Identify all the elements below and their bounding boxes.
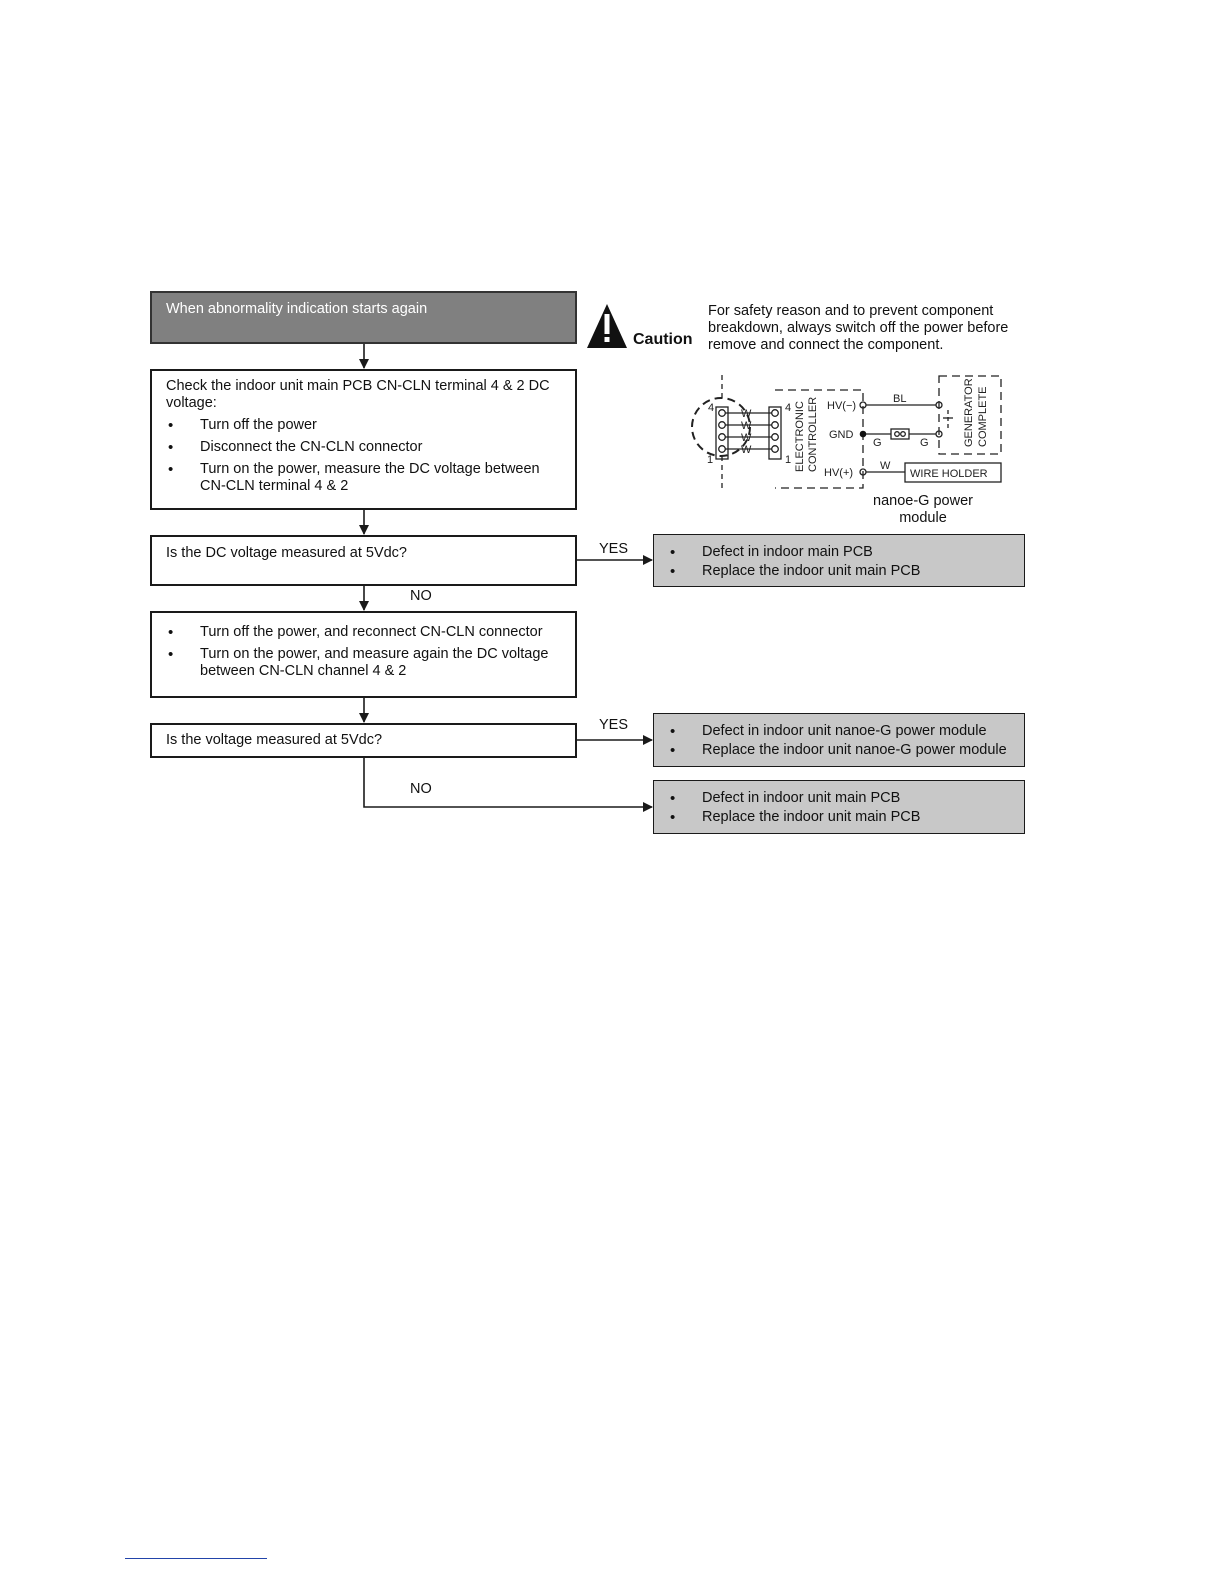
g-label-2: G	[920, 437, 929, 449]
yes-label-2: YES	[599, 717, 629, 733]
gnd-label: GND	[829, 429, 854, 441]
question-2-text: Is the voltage measured at 5Vdc?	[166, 732, 383, 748]
generator-label-1: GENERATOR	[963, 378, 975, 447]
wire-w-label-4: W	[741, 444, 752, 456]
check-intro: Check the indoor unit main PCB CN-CLN terminal 4 & 2 DC voltage:	[166, 378, 550, 411]
result-3-line-2: • Replace the indoor unit main PCB	[654, 809, 1024, 826]
caution-label: Caution	[633, 331, 693, 348]
arrow-q2-no	[364, 758, 652, 807]
w-label: W	[880, 460, 891, 472]
pin-1-right-label: 1	[785, 454, 792, 466]
check-step-3: • Turn on the power, measure the DC voltage between CN-CLN terminal 4 & 2	[166, 461, 561, 495]
pin-1-left-label: 1	[707, 454, 714, 466]
result-3-line-1: • Defect in indoor unit main PCB	[654, 790, 1024, 807]
yes-label-1: YES	[599, 541, 629, 557]
no-label-1: NO	[410, 588, 432, 604]
check-step-2: • Disconnect the CN-CLN connector	[166, 439, 561, 456]
bl-label: BL	[893, 393, 907, 405]
result-1-line-1: • Defect in indoor main PCB	[654, 544, 1024, 561]
hv-plus-label: HV(+)	[824, 467, 854, 479]
g-label-1: G	[873, 437, 882, 449]
controller-label-1: ELECTRONIC	[794, 401, 806, 472]
wire-holder-label: WIRE HOLDER	[910, 468, 988, 480]
check-step-1: • Turn off the power	[166, 417, 561, 434]
question-1-text: Is the DC voltage measured at 5Vdc?	[166, 545, 407, 561]
wire-w-label-1: W	[741, 408, 752, 420]
result-2-line-2: • Replace the indoor unit nanoe-G power module	[654, 742, 1024, 759]
reconnect-step-2: • Turn on the power, and measure again the DC voltage between CN-CLN channel 4 & 2	[166, 646, 561, 680]
result-2-line-1: • Defect in indoor unit nanoe-G power module	[654, 723, 1024, 740]
start-text: When abnormality indication starts again	[166, 301, 428, 317]
footer-rule	[125, 1558, 267, 1559]
wire-w-label-3: W	[741, 432, 752, 444]
reconnect-step-1: • Turn off the power, and reconnect CN-CLN connector	[166, 624, 561, 641]
module-caption: nanoe-G power module	[873, 493, 973, 526]
hv-minus-label: HV(−)	[827, 400, 857, 412]
controller-label-2: CONTROLLER	[807, 396, 819, 472]
wire-w-label-2: W	[741, 420, 752, 432]
pin-4-right-label: 4	[785, 402, 792, 414]
pin-4-left-label: 4	[708, 402, 715, 414]
result-1-line-2: • Replace the indoor unit main PCB	[654, 563, 1024, 580]
generator-label-2: COMPLETE	[977, 386, 989, 447]
caution-text: For safety reason and to prevent component breakdown, always switch off the power before remove and connect the component.	[708, 303, 1009, 353]
no-label-2: NO	[410, 781, 432, 797]
